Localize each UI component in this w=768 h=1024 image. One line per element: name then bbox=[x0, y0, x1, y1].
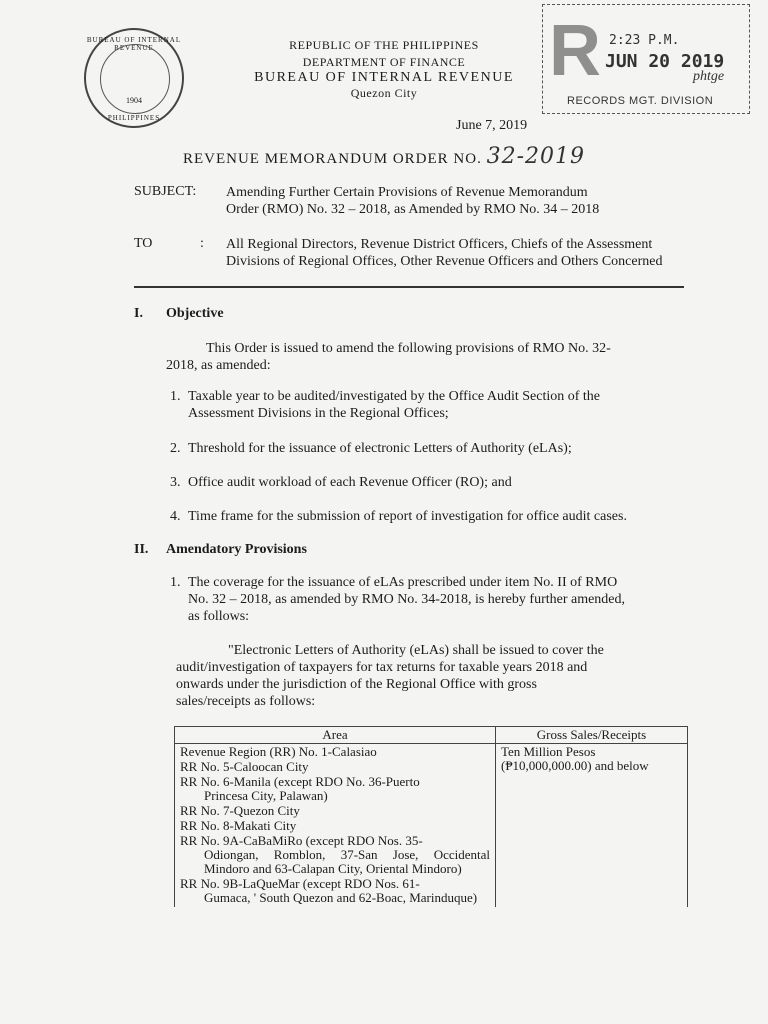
gross-sales-table bbox=[174, 726, 688, 907]
gross-sales-line1: Ten Million Pesos bbox=[501, 744, 596, 759]
area-entry-rest: Odiongan, Romblon, 37-San Jose, Occidental Mindoro and 63-Calapan City, Oriental Mindoro) bbox=[204, 847, 490, 876]
received-stamp bbox=[542, 4, 750, 114]
section1-heading: Objective bbox=[166, 306, 224, 321]
subject-line2: Order (RMO) No. 32 – 2018, as Amended by RMO No. 34 – 2018 bbox=[226, 202, 600, 217]
stamp-time: 2:23 P.M. bbox=[609, 33, 680, 48]
area-cell bbox=[175, 744, 496, 908]
area-entry bbox=[180, 834, 490, 876]
amend-item-line3: as follows: bbox=[188, 609, 250, 624]
list-item-number: 3. bbox=[170, 475, 181, 490]
area-entry-line1: RR No. 6-Manila (except RDO No. 36-Puerto bbox=[180, 774, 420, 789]
list-item-number: 1. bbox=[170, 389, 181, 404]
header-divider bbox=[134, 286, 684, 288]
list-item-line1: Threshold for the issuance of electronic Letters of Authority (eLAs); bbox=[188, 441, 572, 456]
table-header-row bbox=[175, 727, 688, 744]
section1-intro-line1: This Order is issued to amend the following provisions of RMO No. 32- bbox=[206, 341, 611, 356]
list-item-line1: Time frame for the submission of report of investigation for office audit cases. bbox=[188, 509, 627, 524]
amend-item-line2: No. 32 – 2018, as amended by RMO No. 34-2018, is hereby further amended, bbox=[188, 592, 626, 607]
area-entry bbox=[180, 760, 490, 774]
list-item-line1: Taxable year to be audited/investigated by the Office Audit Section of the bbox=[188, 389, 601, 404]
area-entry-line1: RR No. 9B-LaQueMar (except RDO Nos. 61- bbox=[180, 876, 420, 891]
header-bureau: BUREAU OF INTERNAL REVENUE bbox=[254, 70, 514, 85]
seal-year: 1904 bbox=[126, 96, 142, 105]
list-item-number: 4. bbox=[170, 509, 181, 524]
column-header-area: Area bbox=[175, 727, 496, 744]
section2-number: II. bbox=[134, 542, 149, 557]
seal-text-top: BUREAU OF INTERNAL REVENUE bbox=[86, 36, 182, 52]
order-number-handwritten: 32-2019 bbox=[486, 144, 585, 169]
area-entry-rest: Princesa City, Palawan) bbox=[204, 788, 328, 803]
header-city: Quezon City bbox=[350, 86, 418, 100]
quote-line1: "Electronic Letters of Authority (eLAs) shall be issued to cover the bbox=[228, 643, 604, 658]
gross-sales-cell bbox=[496, 744, 688, 908]
subject-label: SUBJECT: bbox=[134, 184, 197, 199]
document-date: June 7, 2019 bbox=[456, 118, 528, 133]
to-line2: Divisions of Regional Offices, Other Revenue Officers and Others Concerned bbox=[226, 254, 663, 269]
area-entry bbox=[180, 775, 490, 803]
area-entry-line1: RR No. 5-Caloocan City bbox=[180, 759, 309, 774]
quote-line4: sales/receipts as follows: bbox=[176, 694, 316, 709]
section2-heading: Amendatory Provisions bbox=[166, 542, 307, 557]
list-item-line1: Office audit workload of each Revenue Officer (RO); and bbox=[188, 475, 512, 490]
stamp-date: JUN 20 2019 bbox=[605, 51, 725, 72]
area-entry-rest: Gumaca, ' South Quezon and 62-Boac, Marinduque) bbox=[204, 890, 478, 905]
list-item-number: 2. bbox=[170, 441, 181, 456]
header-republic: REPUBLIC OF THE PHILIPPINES bbox=[289, 38, 479, 52]
area-entry-line1: RR No. 8-Makati City bbox=[180, 818, 297, 833]
stamp-footer: RECORDS MGT. DIVISION bbox=[567, 95, 714, 107]
seal-text-bottom: PHILIPPINES bbox=[107, 114, 161, 122]
subject-line1: Amending Further Certain Provisions of Revenue Memorandum bbox=[226, 185, 588, 200]
area-entry-line1: RR No. 7-Quezon City bbox=[180, 803, 300, 818]
area-entry bbox=[180, 877, 490, 905]
stamp-letter: R bbox=[549, 11, 601, 91]
table-row bbox=[175, 744, 688, 908]
area-entry-line1: Revenue Region (RR) No. 1-Calasiao bbox=[180, 744, 377, 759]
amend-item-number: 1. bbox=[170, 575, 181, 590]
section1-intro-line2: 2018, as amended: bbox=[166, 358, 271, 373]
to-colon: : bbox=[200, 236, 204, 251]
section1-number: I. bbox=[134, 306, 143, 321]
quote-line3: onwards under the jurisdiction of the Regional Office with gross bbox=[176, 677, 537, 692]
quote-line2: audit/investigation of taxpayers for tax returns for taxable years 2018 and bbox=[176, 660, 588, 675]
area-entry bbox=[180, 819, 490, 833]
stamp-initials: phtge bbox=[693, 69, 725, 84]
to-label: TO bbox=[134, 236, 153, 251]
gross-sales-line2: (₱10,000,000.00) and below bbox=[501, 758, 649, 773]
amend-item-line1: The coverage for the issuance of eLAs prescribed under item No. II of RMO bbox=[188, 575, 618, 590]
list-item-line2: Assessment Divisions in the Regional Offices; bbox=[188, 406, 449, 421]
header-department: DEPARTMENT OF FINANCE bbox=[302, 55, 466, 69]
area-entry bbox=[180, 804, 490, 818]
order-title: REVENUE MEMORANDUM ORDER NO. bbox=[182, 151, 482, 167]
area-entry bbox=[180, 745, 490, 759]
to-line1: All Regional Directors, Revenue District Officers, Chiefs of the Assessment bbox=[226, 237, 653, 252]
column-header-gross-sales: Gross Sales/Receipts bbox=[496, 727, 688, 744]
area-entry-line1: RR No. 9A-CaBaMiRo (except RDO Nos. 35- bbox=[180, 833, 423, 848]
order-title-line bbox=[0, 144, 768, 169]
